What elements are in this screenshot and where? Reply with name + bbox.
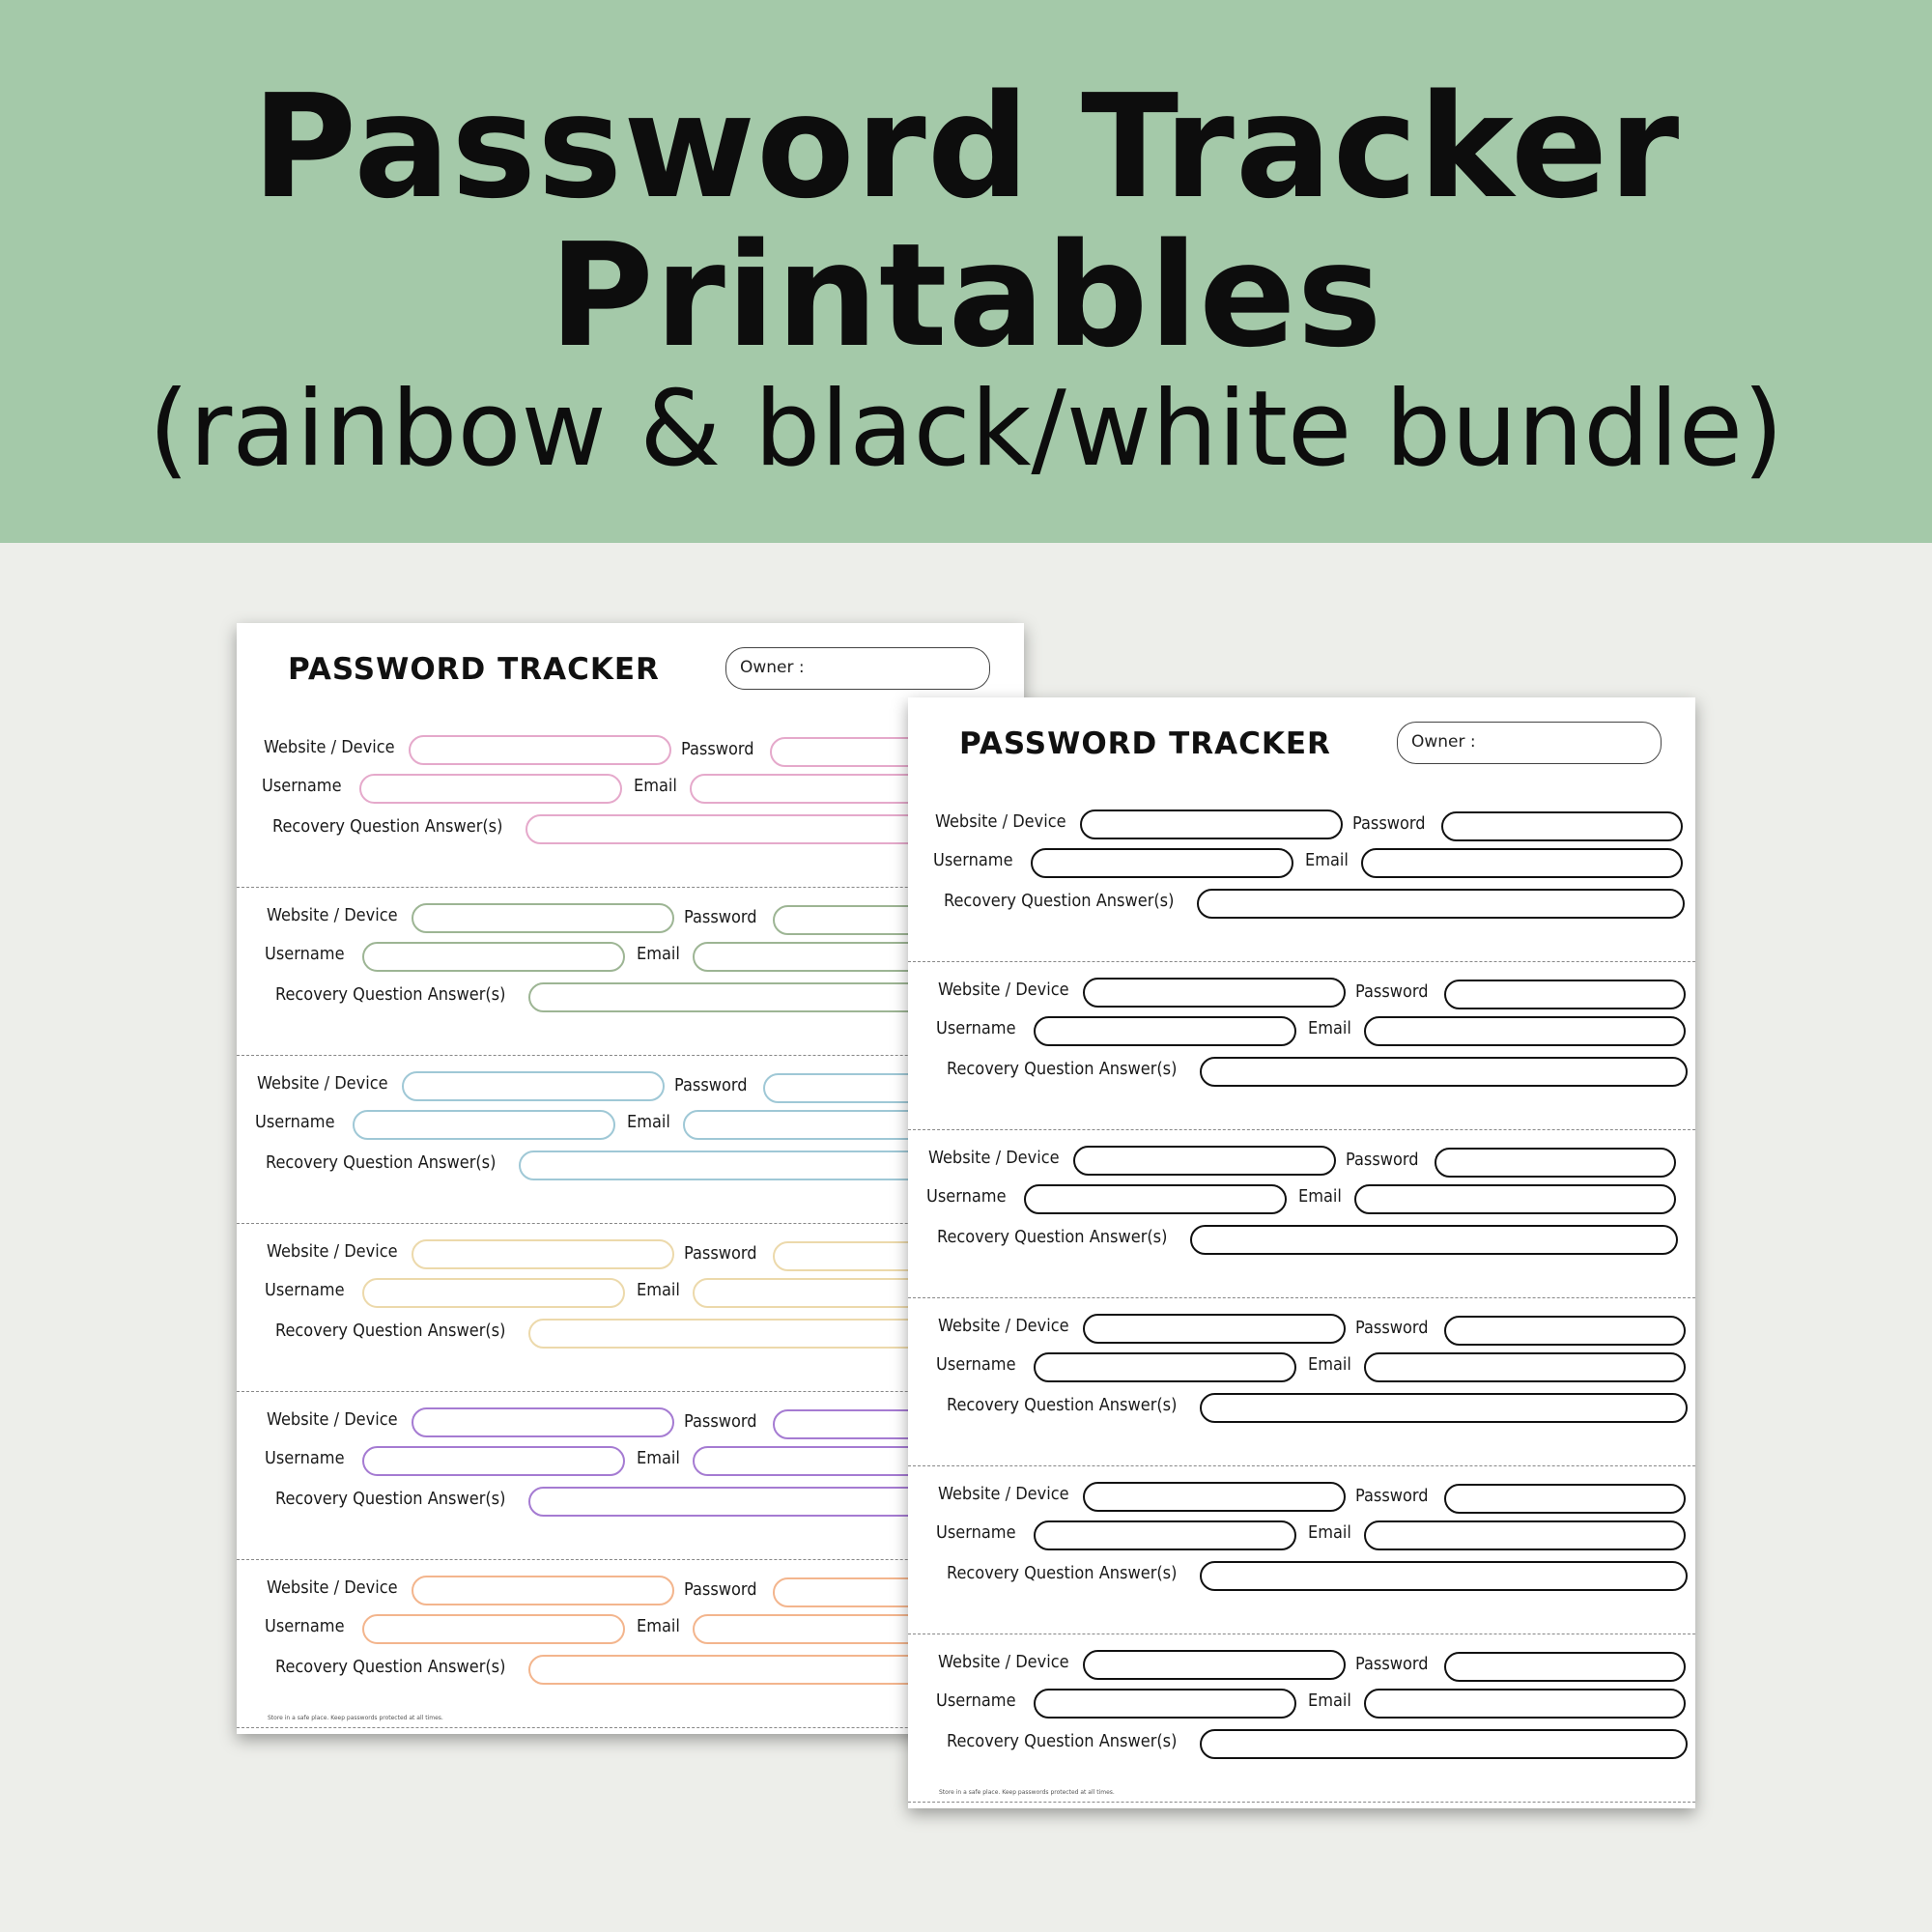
password-field[interactable] xyxy=(1444,1316,1686,1346)
email-label: Email xyxy=(1305,850,1349,870)
tracker-entry xyxy=(908,1298,1695,1466)
email-label: Email xyxy=(637,1616,680,1636)
owner-label: Owner : xyxy=(740,658,805,677)
website-field[interactable] xyxy=(412,1239,674,1269)
password-label: Password xyxy=(684,1579,757,1600)
email-field[interactable] xyxy=(1364,1352,1686,1382)
username-label: Username xyxy=(936,1354,1016,1375)
recovery-field[interactable] xyxy=(1200,1561,1688,1591)
email-label: Email xyxy=(1308,1522,1351,1543)
recovery-label: Recovery Question Answer(s) xyxy=(275,1657,506,1677)
main-title-line-1: Password Tracker xyxy=(251,64,1681,230)
recovery-label: Recovery Question Answer(s) xyxy=(947,1395,1178,1415)
username-label: Username xyxy=(255,1112,335,1132)
website-field[interactable] xyxy=(1083,978,1346,1008)
recovery-field[interactable] xyxy=(1190,1225,1678,1255)
footnote: Store in a safe place. Keep passwords protected at all times. xyxy=(939,1789,1115,1796)
tracker-entry xyxy=(237,720,1024,888)
tracker-entry xyxy=(908,794,1695,962)
username-field[interactable] xyxy=(359,774,622,804)
password-field[interactable] xyxy=(1444,1652,1686,1682)
email-label: Email xyxy=(637,1280,680,1300)
website-label: Website / Device xyxy=(267,1409,398,1430)
password-field[interactable] xyxy=(1444,1484,1686,1514)
recovery-label: Recovery Question Answer(s) xyxy=(947,1563,1178,1583)
password-label: Password xyxy=(681,739,754,759)
recovery-field[interactable] xyxy=(1197,889,1685,919)
recovery-label: Recovery Question Answer(s) xyxy=(275,1321,506,1341)
website-label: Website / Device xyxy=(938,1652,1069,1672)
tracker-entry xyxy=(908,1634,1695,1803)
black-white-sheet xyxy=(908,697,1695,1808)
password-label: Password xyxy=(684,907,757,927)
email-label: Email xyxy=(627,1112,670,1132)
sheet-title: PASSWORD TRACKER xyxy=(959,726,1331,761)
password-label: Password xyxy=(1346,1150,1419,1170)
password-label: Password xyxy=(1355,1486,1429,1506)
website-label: Website / Device xyxy=(928,1148,1060,1168)
username-field[interactable] xyxy=(362,942,625,972)
username-label: Username xyxy=(265,944,345,964)
email-label: Email xyxy=(634,776,677,796)
website-field[interactable] xyxy=(412,1407,674,1437)
rainbow-sheet xyxy=(237,623,1024,1734)
recovery-field[interactable] xyxy=(1200,1393,1688,1423)
website-field[interactable] xyxy=(1083,1482,1346,1512)
website-label: Website / Device xyxy=(267,1241,398,1262)
website-label: Website / Device xyxy=(257,1073,388,1094)
password-label: Password xyxy=(1355,1318,1429,1338)
website-field[interactable] xyxy=(412,1576,674,1605)
website-field[interactable] xyxy=(1083,1314,1346,1344)
website-field[interactable] xyxy=(1083,1650,1346,1680)
website-label: Website / Device xyxy=(267,905,398,925)
password-label: Password xyxy=(1355,981,1429,1002)
email-label: Email xyxy=(1308,1690,1351,1711)
username-label: Username xyxy=(933,850,1013,870)
password-label: Password xyxy=(674,1075,748,1095)
website-field[interactable] xyxy=(1080,810,1343,839)
tracker-entry xyxy=(908,1466,1695,1634)
username-field[interactable] xyxy=(362,1278,625,1308)
username-label: Username xyxy=(262,776,342,796)
email-label: Email xyxy=(1308,1354,1351,1375)
recovery-field[interactable] xyxy=(1200,1729,1688,1759)
tracker-entry xyxy=(237,888,1024,1056)
username-label: Username xyxy=(265,1448,345,1468)
email-field[interactable] xyxy=(1361,848,1683,878)
website-label: Website / Device xyxy=(938,1316,1069,1336)
password-field[interactable] xyxy=(1435,1148,1676,1178)
username-field[interactable] xyxy=(1034,1520,1296,1550)
username-field[interactable] xyxy=(1034,1016,1296,1046)
password-field[interactable] xyxy=(1441,811,1683,841)
recovery-label: Recovery Question Answer(s) xyxy=(272,816,503,837)
username-label: Username xyxy=(926,1186,1007,1207)
recovery-label: Recovery Question Answer(s) xyxy=(275,984,506,1005)
username-field[interactable] xyxy=(362,1446,625,1476)
main-title-line-2: Printables xyxy=(549,213,1383,379)
website-field[interactable] xyxy=(412,903,674,933)
tracker-entry xyxy=(237,1392,1024,1560)
recovery-label: Recovery Question Answer(s) xyxy=(944,891,1175,911)
password-label: Password xyxy=(1352,813,1426,834)
recovery-label: Recovery Question Answer(s) xyxy=(937,1227,1168,1247)
owner-field[interactable] xyxy=(725,647,990,690)
tracker-entry xyxy=(237,1560,1024,1728)
username-field[interactable] xyxy=(353,1110,615,1140)
main-subtitle: (rainbow & black/white bundle) xyxy=(148,369,1784,490)
entry-divider xyxy=(908,1802,1695,1803)
tracker-entry xyxy=(908,1130,1695,1298)
tracker-entry xyxy=(908,962,1695,1130)
recovery-label: Recovery Question Answer(s) xyxy=(947,1059,1178,1079)
entry-divider xyxy=(237,1727,1024,1728)
username-label: Username xyxy=(936,1018,1016,1038)
recovery-field[interactable] xyxy=(1200,1057,1688,1087)
username-label: Username xyxy=(265,1616,345,1636)
username-label: Username xyxy=(265,1280,345,1300)
recovery-label: Recovery Question Answer(s) xyxy=(275,1489,506,1509)
email-label: Email xyxy=(1308,1018,1351,1038)
email-field[interactable] xyxy=(1364,1689,1686,1719)
tracker-entry xyxy=(237,1056,1024,1224)
banner xyxy=(0,0,1932,543)
email-label: Email xyxy=(637,944,680,964)
footnote: Store in a safe place. Keep passwords protected at all times. xyxy=(268,1715,443,1721)
password-label: Password xyxy=(684,1243,757,1264)
email-field[interactable] xyxy=(1364,1016,1686,1046)
website-label: Website / Device xyxy=(267,1577,398,1598)
website-field[interactable] xyxy=(409,735,671,765)
tracker-entry xyxy=(237,1224,1024,1392)
username-field[interactable] xyxy=(1024,1184,1287,1214)
email-label: Email xyxy=(637,1448,680,1468)
email-label: Email xyxy=(1298,1186,1342,1207)
website-label: Website / Device xyxy=(935,811,1066,832)
website-label: Website / Device xyxy=(938,980,1069,1000)
sheet-title: PASSWORD TRACKER xyxy=(288,652,660,687)
username-field[interactable] xyxy=(1031,848,1293,878)
owner-field[interactable] xyxy=(1397,722,1662,764)
website-field[interactable] xyxy=(402,1071,665,1101)
email-field[interactable] xyxy=(1364,1520,1686,1550)
website-label: Website / Device xyxy=(264,737,395,757)
recovery-label: Recovery Question Answer(s) xyxy=(947,1731,1178,1751)
username-label: Username xyxy=(936,1522,1016,1543)
password-field[interactable] xyxy=(1444,980,1686,1009)
website-field[interactable] xyxy=(1073,1146,1336,1176)
username-field[interactable] xyxy=(362,1614,625,1644)
password-label: Password xyxy=(684,1411,757,1432)
username-label: Username xyxy=(936,1690,1016,1711)
username-field[interactable] xyxy=(1034,1352,1296,1382)
recovery-label: Recovery Question Answer(s) xyxy=(266,1152,497,1173)
website-label: Website / Device xyxy=(938,1484,1069,1504)
email-field[interactable] xyxy=(1354,1184,1676,1214)
username-field[interactable] xyxy=(1034,1689,1296,1719)
owner-label: Owner : xyxy=(1411,732,1476,752)
password-label: Password xyxy=(1355,1654,1429,1674)
